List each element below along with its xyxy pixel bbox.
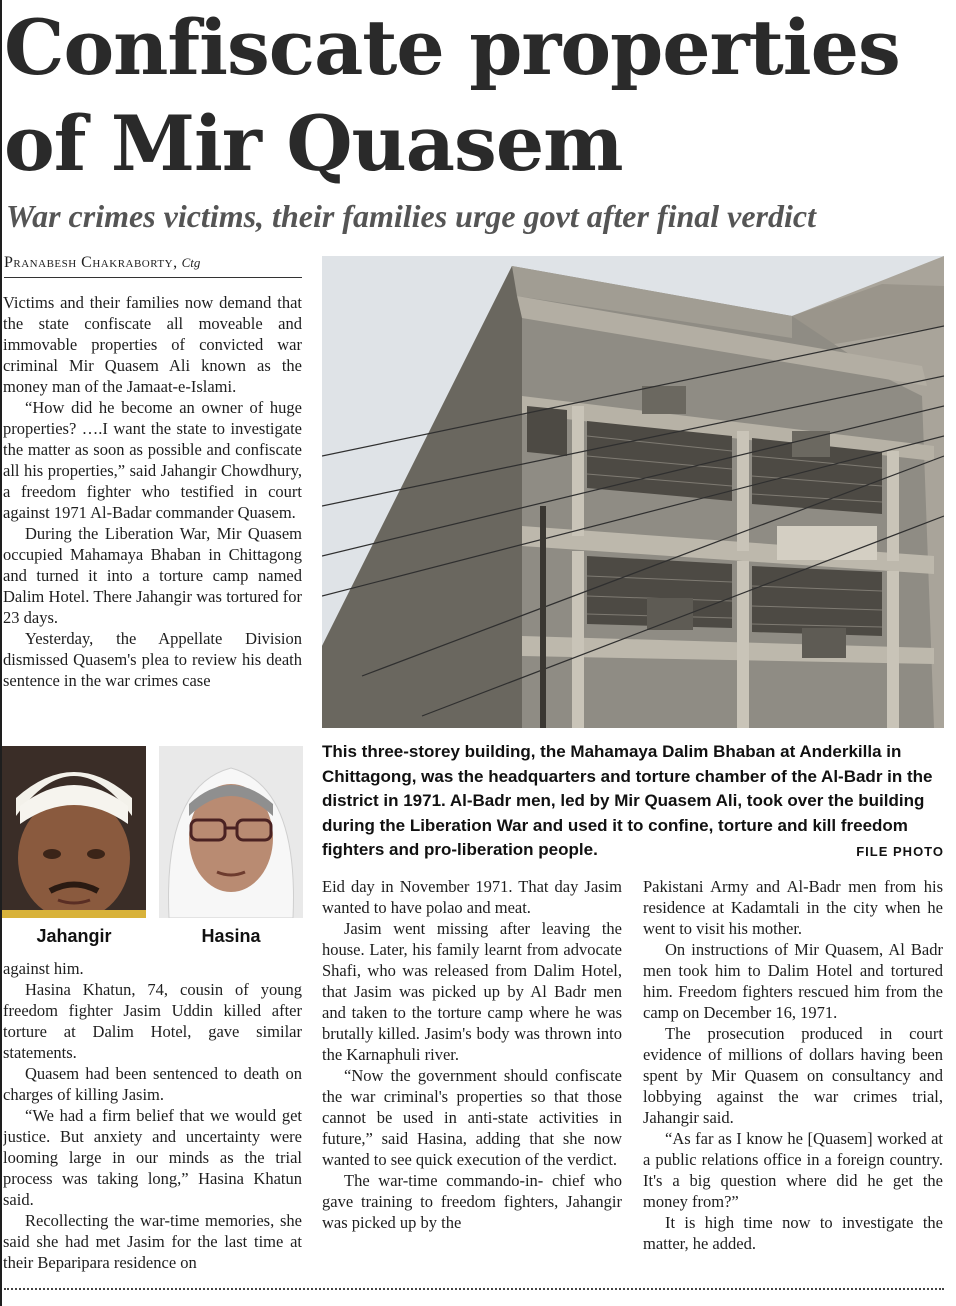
paragraph: “As far as I know he [Quasem] worked at a public relations office in a foreign country. It's a big question where did he get the money from?” — [643, 1129, 943, 1211]
photo-caption: This three-storey building, the Mahamaya Dalim Bhaban at Anderkilla in Chittagong, was the headquarters and torture chamber of the Al-Badr in the district in 1971. Al-Badr men, led by Mir Quasem Ali, took over the building during the Liberation War and used it to confine, torture and kill freedom fighters and pro-liberation people. — [322, 742, 933, 859]
jahangir-label: Jahangir — [36, 926, 112, 946]
hasina-label: Hasina — [201, 926, 261, 946]
jahangir-portrait-illustration — [2, 746, 146, 918]
left-column-rule — [0, 0, 2, 1306]
byline — [4, 252, 302, 278]
paragraph: “Now the government should confiscate the war criminal's properties so that those cannot be used in anti-state activities in future,” said Hasina, adding that she now wanted to see quick execution of the verdict. — [322, 1066, 622, 1169]
paragraph: Eid day in November 1971. That day Jasim wanted to have polao and meat. — [322, 877, 622, 917]
paragraph: Pakistani Army and Al-Badr men from his residence at Kadamtali in the city when he went to visit his mother. — [643, 877, 943, 938]
article-column-3 — [643, 876, 943, 1274]
paragraph: “We had a firm belief that we would get justice. But anxiety and uncertainty were looming large in our minds as the trial process was taking long,” Hasina Khatun said. — [3, 1106, 302, 1209]
hasina-portrait — [159, 746, 303, 918]
paragraph: The prosecution produced in court evidence of millions of dollars having been spent by Mir Quasem on consultancy and lobbying against the war crimes trial, Jahangir said. — [643, 1024, 943, 1127]
paragraph: Jasim went missing after leaving the house. Later, his family learnt from advocate Shafi, who was released from Dalim Hotel, that Jasim was picked up by Al Badr men and taken to the torture camp where he was brutally killed. Jasim's body was thrown into the Karnaphuli river. — [322, 919, 622, 1064]
building-illustration — [322, 256, 944, 728]
byline-location: Ctg — [181, 255, 201, 270]
article-column-1-top — [3, 292, 302, 732]
paragraph: The war-time commando-in- chief who gave training to freedom fighters, Jahangir was picked up by the — [322, 1171, 622, 1232]
paragraph: Quasem had been sentenced to death on charges of killing Jasim. — [3, 1064, 302, 1104]
article-column-2 — [322, 876, 622, 1274]
hasina-portrait-illustration — [159, 746, 303, 918]
paragraph: It is high time now to investigate the matter, he added. — [643, 1213, 943, 1253]
paragraph: Victims and their families now demand that the state confiscate all moveable and immovable properties of convicted war criminal Mir Quasem Ali known as the money man of the Jamaat-e-Islami. — [3, 293, 302, 396]
article-column-1-bottom — [3, 958, 302, 1274]
paragraph: During the Liberation War, Mir Quasem occupied Mahamaya Bhaban in Chittagong and turned it into a torture camp named Dalim Hotel. There Jahangir was tortured for 23 days. — [3, 524, 302, 627]
jahangir-portrait — [2, 746, 146, 918]
paragraph: “How did he become an owner of huge properties? ….I want the state to investigate the matter as soon as possible and confiscate all his properties,” said Jahangir Chowdhury, a freedom fighter who testified in court against 1971 Al-Badar commander Quasem. — [3, 398, 302, 522]
bottom-dotted-rule — [4, 1288, 944, 1290]
paragraph: Hasina Khatun, 74, cousin of young freedom fighter Jasim Uddin killed after torture at Dalim Hotel, gave similar statements. — [3, 980, 302, 1062]
paragraph: against him. — [3, 959, 84, 978]
paragraph: On instructions of Mir Quasem, Al Badr men took him to Dalim Hotel and tortured him. Freedom fighters rescued him from the camp on December 16, 1971. — [643, 940, 943, 1022]
byline-name: Pranabesh Chakraborty, — [4, 254, 178, 271]
headline: Confiscate properties of Mir Quasem — [4, 3, 900, 188]
subheadline: War crimes victims, their families urge govt after final verdict — [6, 198, 816, 234]
photo-credit: FILE PHOTO — [856, 844, 944, 859]
building-photo — [322, 256, 944, 728]
paragraph: Yesterday, the Appellate Division dismissed Quasem's plea to review his death sentence in the war crimes case — [3, 629, 302, 690]
paragraph: Recollecting the war-time memories, she said she had met Jasim for the last time at their Beparipara residence on — [3, 1211, 302, 1272]
